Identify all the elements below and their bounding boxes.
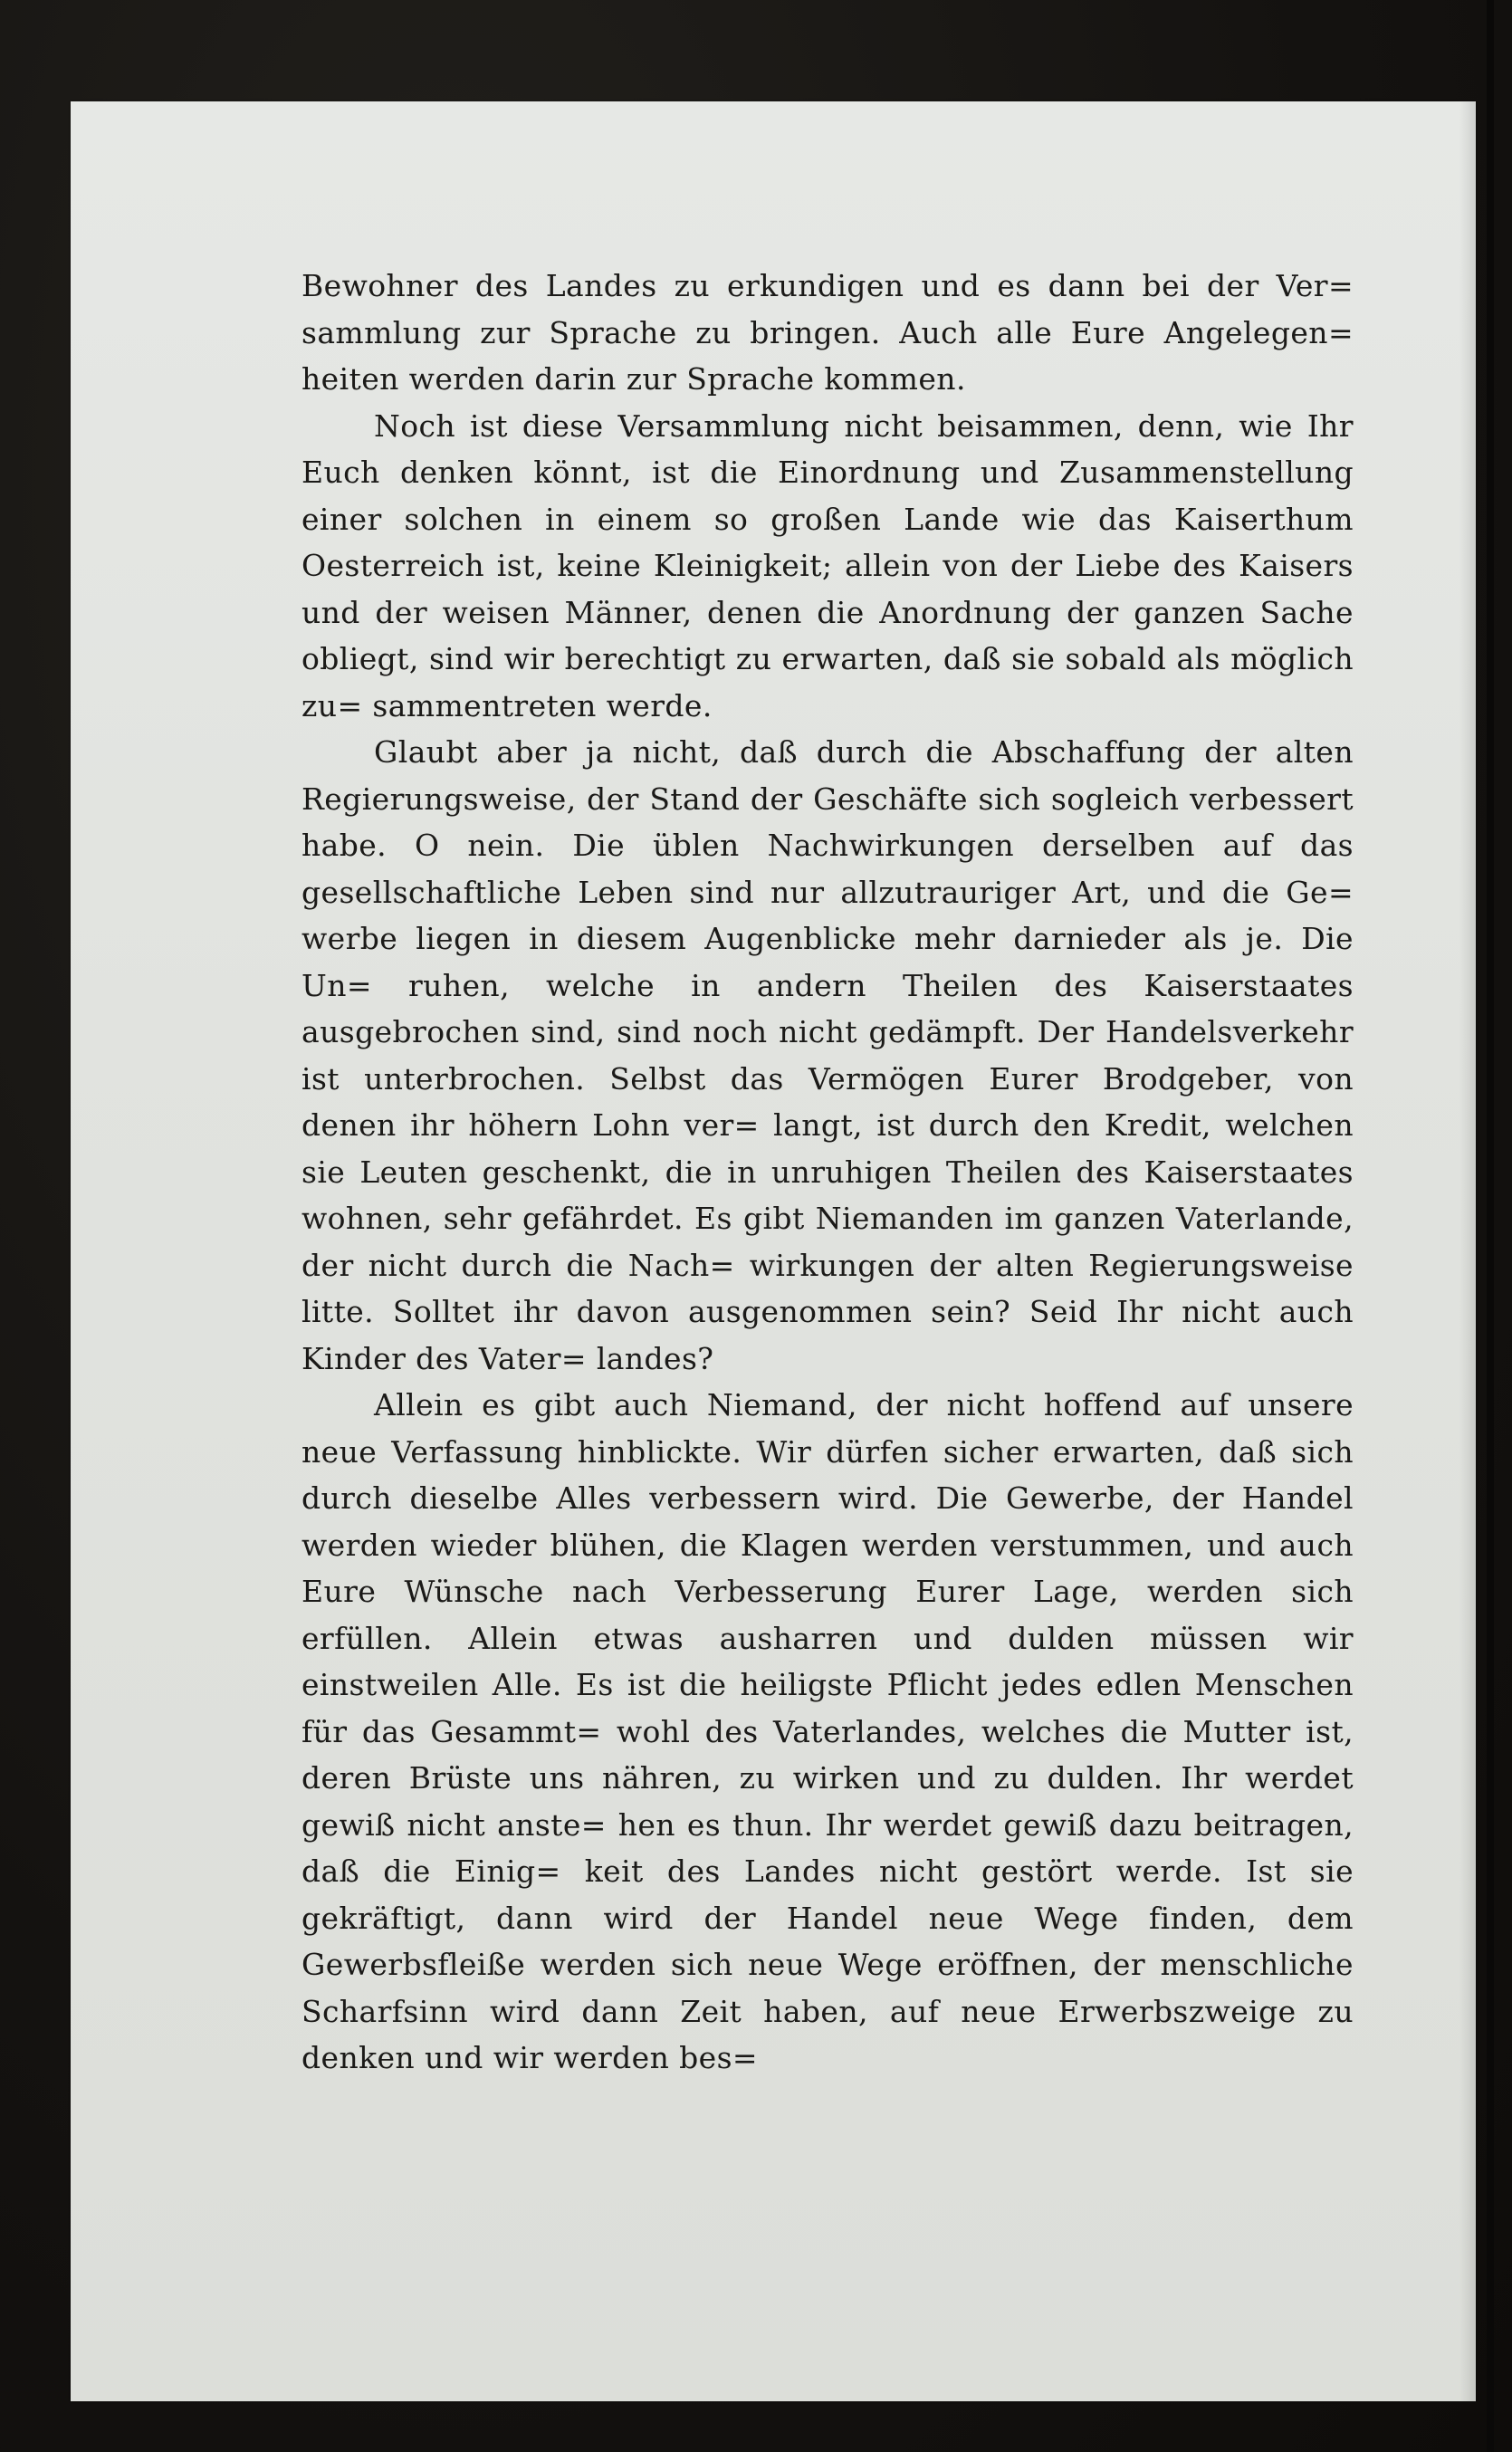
paragraph-3: Glaubt aber ja nicht, daß durch die Abschaffung der alten Regierungsweise, der Stand der Geschäfte sich sogleich verbessert habe. O nein. Die üblen Nachwirkungen derselben auf das gesellschaftliche Leben sind nur allzutrauriger Art, und die Ge= werbe liegen in diesem Augenblicke mehr darnieder als je. Die Un= ruhen, welche in andern Theilen des Kaiserstaates ausgebrochen sind, sind noch nicht gedämpft. Der Handelsverkehr ist unterbrochen. Selbst das Vermögen Eurer Brodgeber, von denen ihr höhern Lohn ver= langt, ist durch den Kredit, welchen sie Leuten geschenkt, die in unruhigen Theilen des Kaiserstaates wohnen, sehr gefährdet. Es gibt Niemanden im ganzen Vaterlande, der nicht durch die Nach= wirkungen der alten Regierungsweise litte. Solltet ihr davon ausgenommen sein? Seid Ihr nicht auch Kinder des Vater= landes? <box>301 734 1354 1376</box>
paragraph-4: Allein es gibt auch Niemand, der nicht hoffend auf unsere neue Verfassung hinblickte. Wir dürfen sicher erwarten, daß sich durch dieselbe Alles verbessern wird. Die Gewerbe, der Handel werden wieder blühen, die Klagen werden verstummen, und auch Eure Wünsche nach Verbesserung Eurer Lage, werden sich erfüllen. Allein etwas ausharren und dulden müssen wir einstweilen Alle. Es ist die heiligste Pflicht jedes edlen Menschen für das Gesammt= wohl des Vaterlandes, welches die Mutter ist, deren Brüste uns nähren, zu wirken und zu dulden. Ihr werdet gewiß nicht anste= hen es thun. Ihr werdet gewiß dazu beitragen, daß die Einig= keit des Landes nicht gestört werde. Ist sie gekräftigt, dann wird der Handel neue Wege finden, dem Gewerbsfleiße werden sich neue Wege eröffnen, der menschliche Scharfsinn wird dann Zeit haben, auf neue Erwerbszweige zu denken und wir werden bes= <box>301 1387 1354 2075</box>
scan-edge <box>1487 0 1494 2452</box>
paragraph-2: Noch ist diese Versammlung nicht beisammen, denn, wie Ihr Euch denken könnt, ist die Einordnung und Zusammenstellung einer solchen in einem so großen Lande wie das Kaiserthum Oesterreich ist, keine Kleinigkeit; allein von der Liebe des Kaisers und der weisen Männer, denen die Anordnung der ganzen Sache obliegt, sind wir berechtigt zu erwarten, daß sie sobald als möglich zu= sammentreten werde. <box>301 407 1354 723</box>
page-body-text <box>301 263 1354 2082</box>
paragraph-1: Bewohner des Landes zu erkundigen und es dann bei der Ver= sammlung zur Sprache zu bringen. Auch alle Eure Angelegen= heiten werden darin zur Sprache kommen. <box>301 268 1354 397</box>
